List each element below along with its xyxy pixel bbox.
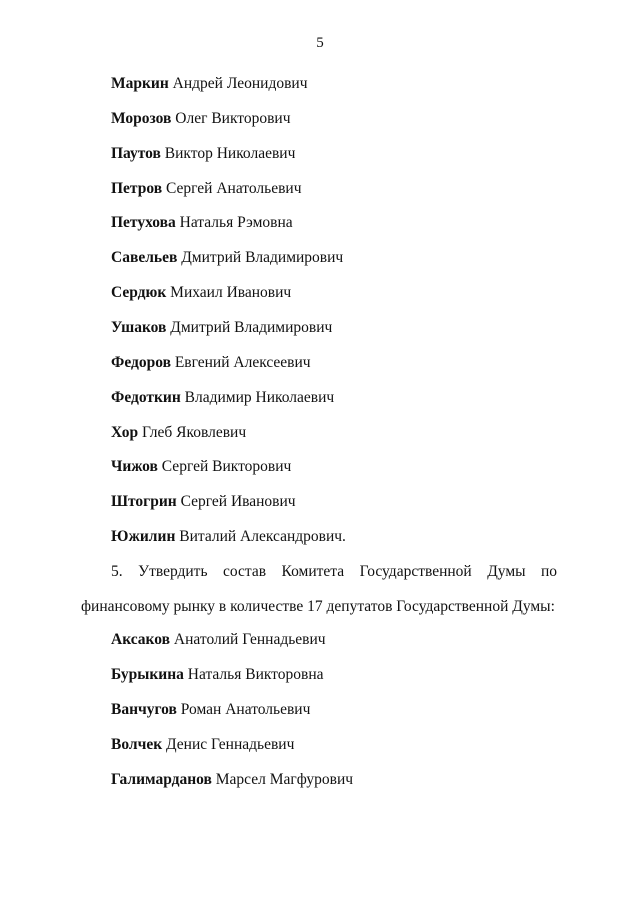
paragraph-5-line-2: финансовому рынку в количестве 17 депутатов Государственной Думы: <box>81 598 555 615</box>
paragraph-5-line-1 <box>111 562 557 582</box>
paragraph-word: по <box>541 563 558 580</box>
member-surname: Бурыкина <box>111 665 184 683</box>
member-name <box>111 353 311 373</box>
member-given-names: Марсел Магфурович <box>215 770 354 788</box>
member-surname: Федоров <box>111 353 171 371</box>
member-surname: Сердюк <box>111 284 167 302</box>
member-name <box>111 74 308 94</box>
member-given-names: Михаил Иванович <box>170 284 292 302</box>
paragraph-word: Утвердить <box>138 563 208 580</box>
member-name <box>111 630 326 650</box>
member-given-names: Дмитрий Владимирович <box>181 249 344 267</box>
member-surname: Савельев <box>111 249 178 267</box>
member-surname: Паутов <box>111 144 161 162</box>
paragraph-word: состав <box>223 563 267 580</box>
member-name <box>111 770 353 790</box>
member-given-names: Денис Геннадьевич <box>166 735 295 753</box>
member-name <box>111 423 246 443</box>
member-surname: Волчек <box>111 735 163 753</box>
member-name <box>111 665 324 685</box>
member-given-names: Олег Викторович <box>175 109 291 127</box>
member-name <box>111 700 310 720</box>
member-surname: Федоткин <box>111 388 181 406</box>
member-name <box>111 283 291 303</box>
member-name <box>111 179 302 199</box>
member-surname: Чижов <box>111 458 158 476</box>
member-name <box>111 457 291 477</box>
member-name <box>111 144 295 164</box>
member-given-names: Наталья Викторовна <box>187 665 324 683</box>
member-surname: Ванчугов <box>111 700 177 718</box>
member-surname: Петров <box>111 179 163 197</box>
paragraph-word: 5. <box>111 563 123 580</box>
member-name <box>111 109 291 129</box>
member-given-names: Глеб Яковлевич <box>141 423 247 441</box>
member-given-names: Сергей Викторович <box>161 458 292 476</box>
member-name <box>111 735 294 755</box>
member-surname: Хор <box>111 423 139 441</box>
member-given-names: Сергей Иванович <box>180 493 296 511</box>
paragraph-word: Думы <box>487 563 526 580</box>
member-given-names: Наталья Рэмовна <box>179 214 293 232</box>
member-surname: Морозов <box>111 109 172 127</box>
member-given-names: Сергей Анатольевич <box>165 179 302 197</box>
member-name <box>111 248 343 268</box>
member-name <box>111 527 346 547</box>
member-surname: Галимарданов <box>111 770 212 788</box>
member-given-names: Анатолий Геннадьевич <box>173 631 326 648</box>
page-number: 5 <box>316 35 324 51</box>
member-surname: Маркин <box>111 75 169 92</box>
member-given-names: Андрей Леонидович <box>172 75 308 92</box>
member-given-names: Евгений Алексеевич <box>174 353 311 371</box>
paragraph-word: Комитета <box>281 563 345 580</box>
paragraph-word: Государственной <box>359 563 472 580</box>
member-surname: Аксаков <box>111 631 171 648</box>
member-given-names: Роман Анатольевич <box>180 700 311 718</box>
member-given-names: Виталий Александрович. <box>179 528 346 546</box>
member-given-names: Виктор Николаевич <box>164 144 296 162</box>
member-name <box>111 213 293 233</box>
member-name <box>111 492 296 512</box>
member-given-names: Владимир Николаевич <box>184 388 335 406</box>
member-name <box>111 388 334 408</box>
member-surname: Штогрин <box>111 493 177 511</box>
member-surname: Петухова <box>111 214 176 232</box>
member-surname: Ушаков <box>111 318 167 336</box>
member-given-names: Дмитрий Владимирович <box>170 318 333 336</box>
member-name <box>111 318 332 338</box>
member-surname: Южилин <box>111 528 176 546</box>
